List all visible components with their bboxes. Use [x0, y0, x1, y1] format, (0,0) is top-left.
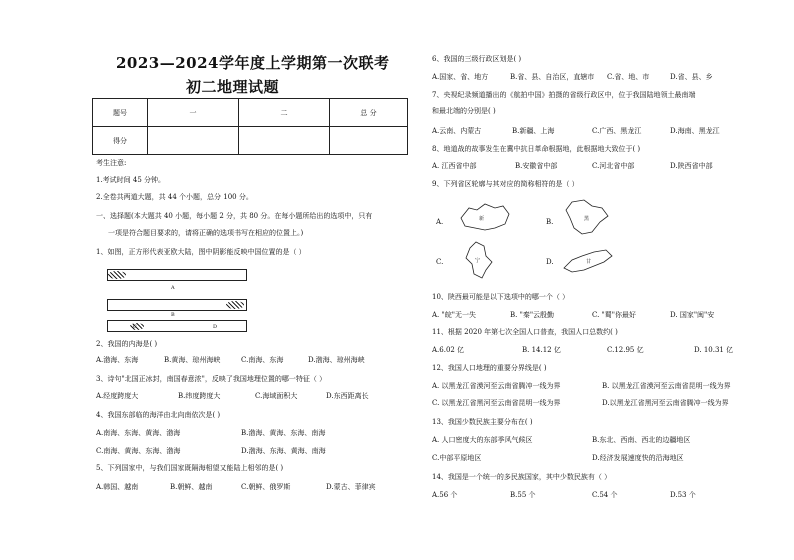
question-stem: 4、我国东部临的海洋由北向南依次是( ) [96, 411, 221, 419]
option[interactable]: A.国家、省、地方 [432, 73, 489, 81]
option[interactable]: A.56 个 [432, 491, 458, 499]
option[interactable]: B.新疆、上海 [512, 127, 555, 135]
option[interactable]: D.海南、黑龙江 [670, 127, 720, 135]
option[interactable]: D.省、县、乡 [670, 73, 713, 81]
ningxia-outline-map [458, 240, 498, 280]
option[interactable]: D.以黑龙江省黑河至云南省腾冲一线为界 [602, 399, 729, 407]
map-option-label: B. [546, 218, 554, 226]
question-stem: 13、我国少数民族主要分布在( ) [432, 418, 533, 426]
option[interactable]: D. 国家"闽"安 [670, 311, 715, 319]
q4-options [96, 429, 416, 438]
option[interactable]: A.韩国、越南 [96, 483, 139, 491]
option[interactable]: C. "蜀"你最好 [592, 311, 636, 319]
option[interactable]: B.东北、西南、西北的边疆地区 [592, 436, 691, 444]
option[interactable]: D.蒙古、菲律宾 [326, 483, 376, 491]
section-instructions: 一项是符合题目要求的，请将正确的选项书写在相应的位置上。) [108, 229, 304, 237]
question-stem: 10、陕西最可能是以下选项中的哪一个（ ） [432, 293, 570, 301]
option[interactable]: A.经度跨度大 [96, 392, 139, 400]
question-stem: 11、根据 2020 年第七次全国人口普查，我国人口总数约( ) [432, 328, 618, 336]
option[interactable]: C.54 个 [592, 491, 618, 499]
notice-item: 2.全卷共两道大题，共 44 个小题，总分 100 分。 [96, 193, 253, 201]
score-cell: 得分 [93, 127, 148, 155]
question-stem: 1、如图，正方形代表亚欧大陆，图中阴影能反映中国位置的是（ ） [96, 248, 306, 256]
option[interactable]: B.安徽省中部 [515, 162, 558, 170]
score-cell [148, 127, 239, 155]
map-option-label: D. [546, 258, 554, 266]
map-label: A [171, 285, 175, 291]
option[interactable]: C.南海、东海 [241, 356, 284, 364]
score-table-score-row [93, 127, 408, 155]
map-box-b [107, 299, 247, 311]
map-text: 新 [479, 216, 485, 222]
option[interactable]: D.经济发展速度快的沿海地区 [592, 454, 684, 462]
option[interactable]: C.南海、黄海、东海、渤海 [96, 447, 181, 455]
q6-options [432, 73, 772, 82]
q12-options [432, 399, 772, 408]
option[interactable]: C.朝鲜、俄罗斯 [241, 483, 291, 491]
option[interactable]: C.12.95 亿 [607, 346, 644, 354]
option[interactable]: A. 人口密度大的东部季风气候区 [432, 436, 533, 444]
q4-options [96, 447, 416, 456]
question-stem: 6、我国的三级行政区划是( ) [432, 55, 522, 63]
q11-options [432, 346, 772, 355]
q8-options [432, 162, 772, 171]
map-box-c [107, 320, 247, 332]
map-box-a [107, 269, 247, 281]
map-label: B [171, 312, 175, 318]
question-stem: 14、我国是一个统一的多民族国家，其中少数民族有（ ） [432, 473, 612, 481]
heilongjiang-outline-map [562, 198, 614, 238]
q13-options [432, 436, 772, 445]
q5-options [96, 483, 416, 492]
option[interactable]: B.黄海、琼州海峡 [164, 356, 221, 364]
score-table-header-row [93, 99, 408, 127]
question-stem: 8、地道战的故事发生在冀中抗日革命根据地，此根据地大致位于( ) [432, 145, 641, 153]
option[interactable]: D.53 个 [670, 491, 696, 499]
gansu-outline-map [560, 246, 616, 276]
option[interactable]: A.渤海、东海 [96, 356, 139, 364]
q13-options [432, 454, 772, 463]
option[interactable]: D.渤海、琼州海峡 [308, 356, 365, 364]
score-cell: 题号 [93, 99, 148, 127]
question-stem: 2、我国的内海是( ) [96, 340, 158, 348]
option[interactable]: A. 江西省中部 [432, 162, 477, 170]
score-cell: 二 [239, 99, 330, 127]
exam-subtitle: 初二地理试题 [186, 78, 280, 96]
option[interactable]: A.南海、东海、黄海、渤海 [96, 429, 181, 437]
option[interactable]: D.陕西省中部 [670, 162, 713, 170]
q7-options [432, 127, 772, 136]
score-cell: 总 分 [330, 99, 408, 127]
option[interactable]: C.中部平原地区 [432, 454, 482, 462]
score-cell [330, 127, 408, 155]
china-shading [108, 271, 126, 279]
q2-options [96, 356, 416, 365]
question-stem: 9、下列省区轮廓与其对应的简称相符的是（ ） [432, 180, 579, 188]
question-stem: 12、我国人口地理的重要分界线是( ) [432, 364, 547, 372]
map-text: 黑 [584, 216, 590, 222]
option[interactable]: B.省、县、自治区，直辖市 [510, 73, 595, 81]
option[interactable]: D. 10.31 亿 [694, 346, 734, 354]
question-stem: 和最北端的分别是( ) [432, 107, 496, 115]
notice-item: 1.考试时间 45 分钟。 [96, 176, 166, 184]
score-cell [239, 127, 330, 155]
china-shading [226, 301, 244, 309]
xinjiang-outline-map [455, 200, 515, 236]
notice-heading: 考生注意: [96, 159, 127, 167]
section-instructions: 一、选择题(本大题共 40 小题，每小题 2 分，共 80 分。在每小题所给出的选项中，只有 [96, 212, 373, 220]
option[interactable]: C.广西、黑龙江 [592, 127, 642, 135]
q12-options [432, 382, 772, 391]
map-label: D [213, 324, 218, 330]
map-text: 宁 [475, 258, 481, 264]
q14-options [432, 491, 772, 500]
option[interactable]: C.海域面积大 [255, 392, 298, 400]
option[interactable]: A.云南、内蒙古 [432, 127, 482, 135]
map-label: C [133, 324, 137, 330]
option[interactable]: A.6.02 亿 [432, 346, 465, 354]
option[interactable]: C.河北省中部 [592, 162, 635, 170]
q3-options [96, 392, 416, 401]
option[interactable]: B.朝鲜、越南 [170, 483, 213, 491]
option[interactable]: B.纬度跨度大 [178, 392, 221, 400]
question-stem: 3、诗句"北国正冰封，南国春意浓"，反映了我国地理位置的哪一特征（ ） [96, 375, 327, 383]
option[interactable]: C.省、地、市 [607, 73, 650, 81]
option[interactable]: B. 以黑龙江省漠河至云南省昆明一线为界 [602, 382, 731, 390]
option[interactable]: B. "秦"云殷勤 [510, 311, 555, 319]
option[interactable]: D.东西距离长 [326, 392, 369, 400]
score-table [92, 98, 408, 155]
question-stem: 5、下列国家中，与我们国家既隔海相望又能陆上相邻的是( ) [96, 464, 284, 472]
option[interactable]: B.55 个 [510, 491, 536, 499]
option[interactable]: D.渤海、东海、黄海、南海 [241, 447, 326, 455]
q10-options [432, 311, 772, 320]
map-option-label: A. [436, 218, 444, 226]
map-option-label: C. [436, 258, 444, 266]
map-text: 甘 [586, 259, 592, 265]
option[interactable]: A. 以黑龙江省漠河至云南省腾冲一线为界 [432, 382, 561, 390]
option[interactable]: A. "皖"无一失 [432, 311, 476, 319]
option[interactable]: B.渤海、黄海、东海、南海 [241, 429, 326, 437]
exam-title: 2023—2024学年度上学期第一次联考 [116, 54, 390, 72]
score-cell: 一 [148, 99, 239, 127]
question-stem: 7、央视纪录频道播出的《航拍中国》拍摄的省级行政区中，位于我国陆地领土最南端 [432, 91, 696, 99]
option[interactable]: B. 14.12 亿 [522, 346, 561, 354]
option[interactable]: C. 以黑龙江省黑河至云南省昆明一线为界 [432, 399, 561, 407]
